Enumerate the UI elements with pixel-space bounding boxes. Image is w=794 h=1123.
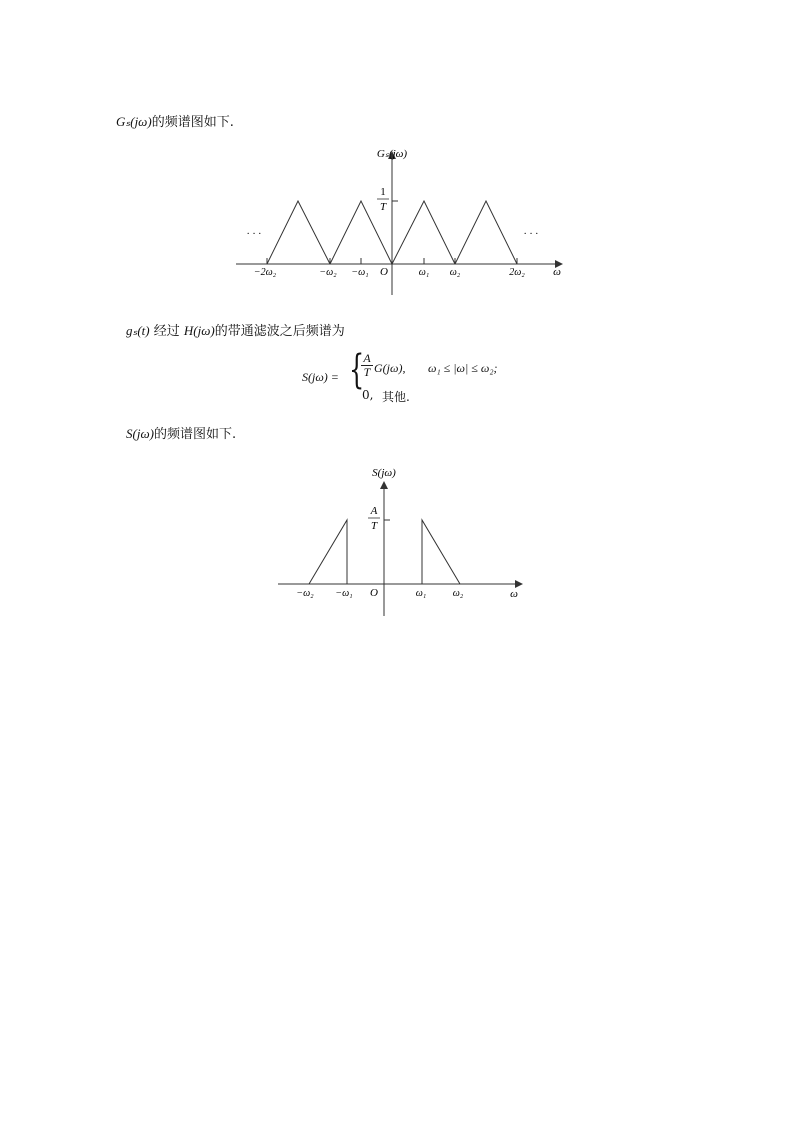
intro-text-1: 的频谱图如下.: [151, 115, 234, 130]
left-band: [309, 520, 347, 584]
origin-label: O: [380, 266, 388, 278]
triangle-4: [455, 201, 517, 264]
intro-line-2: [126, 320, 345, 339]
origin-label: O: [370, 587, 378, 599]
y-tick-denominator: T: [379, 201, 387, 213]
triangle-1: [267, 201, 330, 264]
gs-symbol: Gₛ(jω): [116, 114, 152, 129]
x-tick-label: ω₁: [418, 267, 430, 278]
x-tick-label: −2ω₂: [253, 267, 277, 278]
fraction: [361, 352, 373, 379]
y-tick-numerator: 1: [380, 186, 386, 198]
s-symbol: S(jω): [126, 426, 154, 441]
case2-expression: 0,: [362, 388, 374, 402]
equation: [302, 347, 522, 408]
intro-text-3: 的频谱图如下.: [153, 427, 237, 442]
triangle-3: [392, 201, 455, 264]
dots-right: · · ·: [523, 229, 539, 240]
spectrum-figure-gs: [230, 140, 570, 300]
case1-expression: G(jω),: [374, 361, 406, 375]
gs-t-symbol: gₛ(t): [126, 323, 150, 338]
x-tick-label: ω₁: [415, 588, 427, 599]
intro-line-1: [116, 111, 234, 130]
x-tick-label: −ω₂: [296, 588, 314, 599]
x-tick-label: ω₂: [452, 588, 464, 599]
y-axis-label: S(jω): [372, 467, 396, 479]
intro-text-2a: 经过: [153, 324, 180, 339]
brace: {: [349, 347, 365, 393]
x-tick-label: ω₂: [449, 267, 461, 278]
fraction-denominator: T: [363, 365, 371, 379]
x-axis-label: ω: [510, 588, 518, 600]
case2-condition: 其他.: [382, 390, 410, 404]
x-tick-label: 2ω₂: [509, 267, 525, 278]
x-tick-label: −ω₁: [351, 267, 369, 278]
x-tick-label: −ω₁: [335, 588, 353, 599]
y-tick-numerator: A: [370, 505, 378, 517]
y-axis-label: Gₛ(jω): [376, 148, 408, 160]
x-tick-label: −ω₂: [319, 267, 337, 278]
spectrum-figure-s: [272, 460, 532, 620]
h-symbol: H(jω): [183, 323, 215, 338]
x-axis-label: ω: [553, 266, 561, 278]
right-band: [422, 520, 460, 584]
equation-lhs: S(jω) =: [302, 370, 339, 384]
case1-condition: ω₁ ≤ |ω| ≤ ω₂;: [428, 361, 498, 375]
intro-line-3: [126, 423, 236, 442]
fraction-numerator: A: [363, 351, 371, 365]
dots-left: · · ·: [246, 229, 262, 240]
y-tick-denominator: T: [370, 520, 378, 532]
intro-text-2b: 的带通滤波之后频谱为: [214, 324, 345, 339]
